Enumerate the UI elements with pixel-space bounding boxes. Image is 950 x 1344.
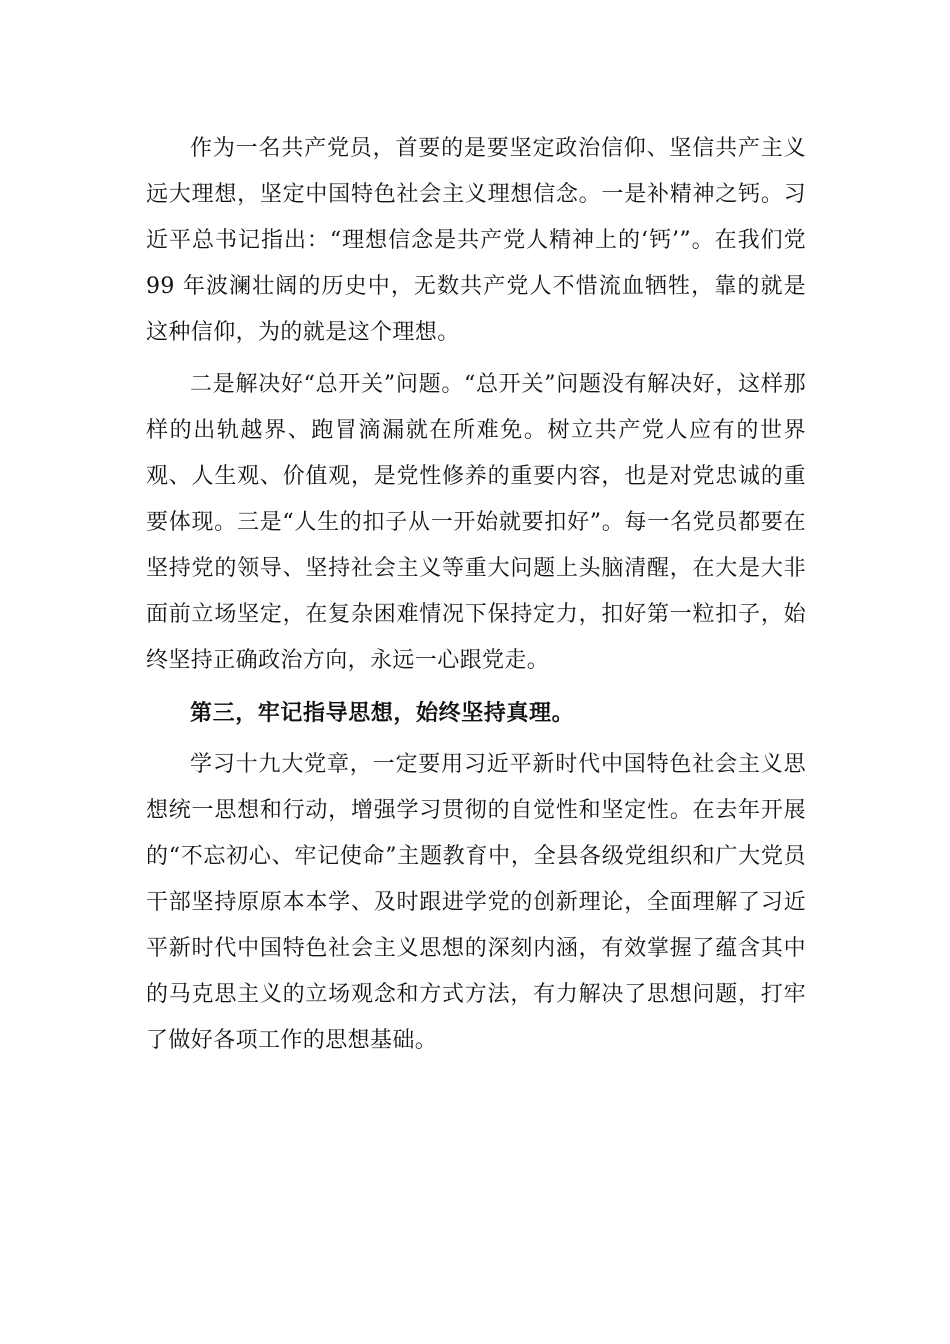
document-body [146,126,806,1070]
section-heading-third: 第三，牢记指导思想，始终坚持真理。 [190,700,575,726]
paragraph-political-belief: 作为一名共产党员，首要的是要坚定政治信仰、坚信共产主义远大理想，坚定中国特色社会主义理想信念。一是补精神之钙。习近平总书记指出：“理想信念是共产党人精神上的‘钙’”。在我们党 99 年波澜壮阔的历史中，无数共产党人不惜流血牺牲，靠的就是这种信仰，为的就是这个理想。 [146,136,806,345]
paragraph-guiding-thought: 学习十九大党章，一定要用习近平新时代中国特色社会主义思想统一思想和行动，增强学习贯彻的自觉性和坚定性。在去年开展的“不忘初心、牢记使命”主题教育中，全县各级党组织和广大党员干部坚持原原本本学、及时跟进学党的创新理论，全面理解了习近平新时代中国特色社会主义思想的深刻内涵，有效掌握了蕴含其中的马克思主义的立场观念和方式方法，有力解决了思想问题，打牢了做好各项工作的思想基础。 [146,752,806,1053]
paragraph-master-switch: 二是解决好“总开关”问题。“总开关”问题没有解决好，这样那样的出轨越界、跑冒滴漏就在所难免。树立共产党人应有的世界观、人生观、价值观，是党性修养的重要内容，也是对党忠诚的重要体现。三是“人生的扣子从一开始就要扣好”。每一名党员都要在坚持党的领导、坚持社会主义等重大问题上头脑清醒，在大是大非面前立场坚定，在复杂困难情况下保持定力，扣好第一粒扣子，始终坚持正确政治方向，永远一心跟党走。 [146,372,806,673]
